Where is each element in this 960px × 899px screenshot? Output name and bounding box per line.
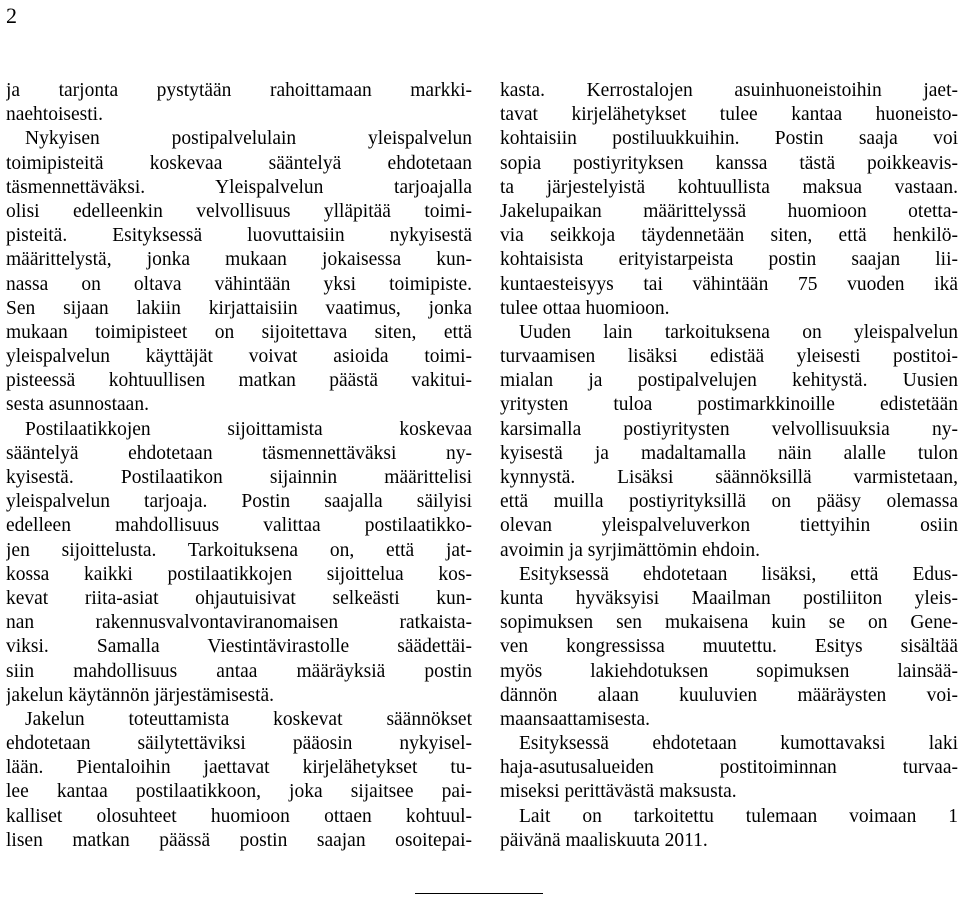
text-line: kohtaisista erityistarpeista postin saajan lii- [500, 249, 958, 271]
text-line: kevat riita-asiat ohjautuisivat selkeästi kun- [6, 587, 472, 609]
text-line: ta järjestelyistä kohtuullista maksua vastaan. [500, 176, 958, 198]
text-line: Jakelupaikan määrittelyssä huomioon otetta- [500, 200, 958, 222]
text-line: ven kongressissa muutettu. Esitys sisältää [500, 636, 958, 658]
text-line: Uuden lain tarkoituksena on yleispalvelun [519, 321, 958, 343]
text-line: kyisestä ja madaltamalla näin alalle tulon [500, 442, 958, 464]
text-line: sopimuksen sen mukaisena kuin se on Gene- [500, 612, 958, 634]
text-line: Postilaatikkojen sijoittamista koskevaa [25, 418, 472, 440]
text-line: myös lakiehdotuksen sopimuksen lainsää- [500, 660, 958, 682]
text-line: päivänä maaliskuuta 2011. [500, 829, 708, 851]
text-line: yleispalvelun tarjoaja. Postin saajalla säilyisi [6, 491, 472, 513]
text-line: Esityksessä ehdotetaan kumottavaksi laki [519, 733, 958, 755]
text-line: kossa kaikki postilaatikkojen sijoittelua kos- [6, 563, 472, 585]
text-line: Jakelun toteuttamista koskevat säännökset [25, 708, 472, 730]
footnote-rule [415, 893, 543, 894]
text-line: naehtoisesti. [6, 104, 103, 126]
page-number: 2 [6, 3, 17, 28]
text-line: dännön alaan kuuluvien määräysten voi- [500, 684, 958, 706]
text-line: Sen sijaan lakiin kirjattaisiin vaatimus, jonka [6, 297, 472, 319]
text-line: jakelun käytännön järjestämisestä. [6, 684, 275, 706]
left-column [6, 79, 472, 853]
text-line: mialan ja postipalvelujen kehitystä. Uusien [500, 370, 958, 392]
text-line: maansaattamisesta. [500, 708, 650, 730]
text-line: tavat kirjelähetykset tulee kantaa huoneisto- [500, 104, 958, 126]
text-line: Lait on tarkoitettu tulemaan voimaan 1 [519, 805, 958, 827]
text-line: kunta hyväksyisi Maailman postiliiton yleis- [500, 587, 958, 609]
text-line: tulee ottaa huomioon. [500, 297, 670, 319]
text-line: mukaan toimipisteet on sijoitettava siten, että [6, 321, 472, 343]
text-line: ehdotetaan säilytettäviksi pääosin nykyisel- [6, 733, 472, 755]
text-line: haja-asutusalueiden postitoiminnan turvaa- [500, 757, 958, 779]
text-line: karsimalla postiyritysten velvollisuuksia ny- [500, 418, 958, 440]
text-line: kynnystä. Lisäksi säännöksillä varmistetaan, [500, 467, 958, 488]
text-line: lään. Pientaloihin jaettavat kirjelähetykset tu- [6, 757, 472, 779]
text-line: nan rakennusvalvontaviranomaisen ratkaista- [6, 612, 472, 634]
text-line: Esityksessä ehdotetaan lisäksi, että Edus- [519, 563, 958, 585]
text-line: täsmennettäväksi. Yleispalvelun tarjoajalla [6, 176, 472, 198]
text-line: kohtaisiin postiluukkuihin. Postin saaja voi [500, 128, 958, 150]
text-line: viksi. Samalla Viestintävirastolle säädettäi- [6, 636, 472, 658]
text-line: sopia postiyrityksen kanssa tästä poikkeavis- [500, 152, 958, 174]
text-line: Nykyisen postipalvelulain yleispalvelun [25, 128, 472, 150]
text-line: turvaamisen lisäksi edistää yleisesti postitoi- [500, 346, 958, 368]
text-line: kyisestä. Postilaatikon sijainnin määrittelisi [6, 467, 472, 488]
text-line: pisteessä kohtuullisen matkan päästä vakitui- [6, 370, 472, 392]
text-line: pisteitä. Esityksessä luovuttaisiin nykyisestä [6, 225, 472, 247]
text-line: lisen matkan päässä postin saajan osoitepai- [6, 829, 472, 851]
text-line: toimipisteitä koskevaa sääntelyä ehdotetaan [6, 152, 472, 174]
text-line: nassa on oltava vähintään yksi toimipiste. [6, 273, 472, 295]
text-line: kuntaesteisyys tai vähintään 75 vuoden ikä [500, 273, 958, 295]
right-column [500, 79, 958, 853]
text-line: miseksi perittävästä maksusta. [500, 781, 737, 803]
text-line: edelleen mahdollisuus valittaa postilaatikko- [6, 515, 472, 537]
text-line: jen sijoittelusta. Tarkoituksena on, että jat- [6, 539, 472, 561]
text-line: olevan yleispalveluverkon tiettyihin osiin [500, 515, 958, 537]
text-line: via seikkoja täydennetään siten, että henkilö- [500, 225, 958, 247]
text-line: kasta. Kerrostalojen asuinhuoneistoihin jaet- [500, 80, 958, 101]
text-line: lee kantaa postilaatikkoon, joka sijaitsee pai- [6, 781, 472, 803]
text-line: siin mahdollisuus antaa määräyksiä postin [6, 660, 472, 682]
text-line: avoimin ja syrjimättömin ehdoin. [500, 539, 760, 561]
text-line: että muilla postiyrityksillä on pääsy olemassa [500, 491, 958, 513]
text-line: määrittelystä, jonka mukaan jokaisessa kun- [6, 249, 472, 271]
text-line: sääntelyä ehdotetaan täsmennettäväksi ny- [6, 442, 472, 464]
text-line: sesta asunnostaan. [6, 394, 149, 416]
text-line: yritysten tuloa postimarkkinoille edistetään [500, 394, 958, 416]
text-line: yleispalvelun käyttäjät voivat asioida toimi- [6, 346, 472, 368]
text-line: ja tarjonta pystytään rahoittamaan markki- [6, 80, 472, 101]
text-line: olisi edelleenkin velvollisuus ylläpitää toimi- [6, 200, 472, 222]
text-line: kalliset olosuhteet huomioon ottaen kohtuul- [6, 805, 472, 827]
